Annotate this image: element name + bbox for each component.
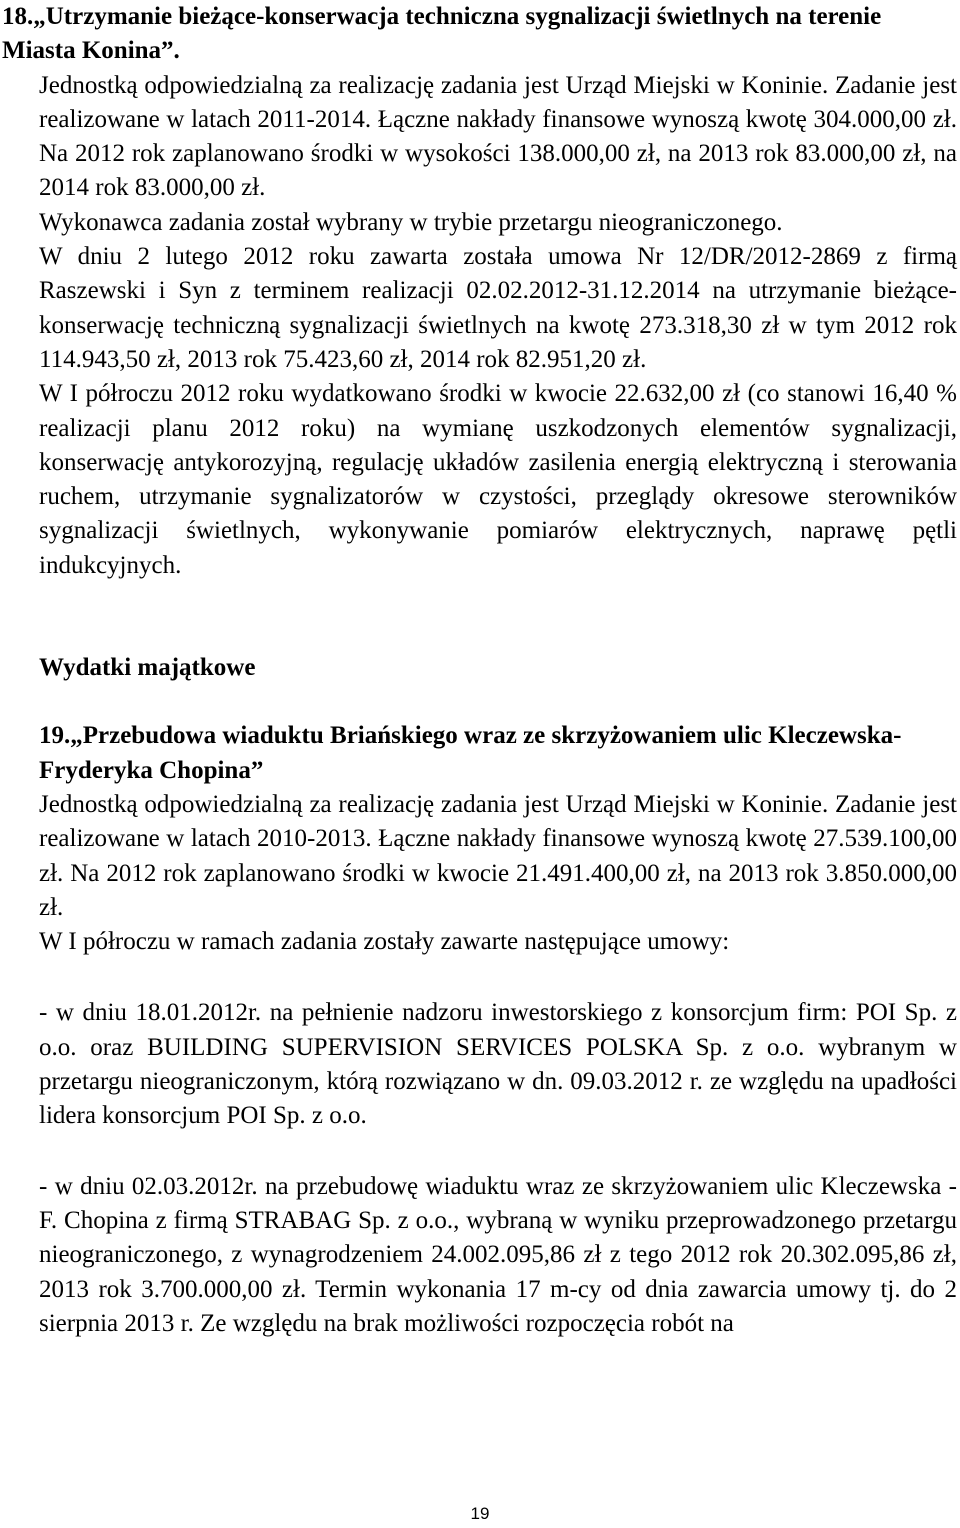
section-18-paragraph-2: Wykonawca zadania został wybrany w trybie przetargu nieograniczonego. (39, 208, 783, 236)
section-19-heading (39, 719, 957, 788)
section-19-contract-2: - w dniu 02.03.2012r. na przebudowę wiaduktu wraz ze skrzyżowaniem ulic Kleczewska - F. Chopina z firmą STRABAG Sp. z o.o., wybraną w wyniku przeprowadzonego przetargu nieograniczonego, z wynagrodzeniem 24.002.095,86 zł z tego 2012 rok 20.302.095,86 zł, 2013 rok 3.700.000,00 zł. Termin wykonania 17 m-cy od dnia zawarcia umowy tj. do 2 sierpnia 2013 r. Ze względu na brak możliwości rozpoczęcia robót na (39, 1172, 957, 1337)
section-18-paragraph-1: Jednostką odpowiedzialną za realizację zadania jest Urząd Miejski w Koninie. Zadanie jest realizowane w latach 2011-2014. Łączne nakłady finansowe wynoszą kwotę 304.000,00 zł. Na 2012 rok zaplanowano środki w wysokości 138.000,00 zł, na 2013 rok 83.000,00 zł, na 2014 rok 83.000,00 zł. (39, 71, 957, 202)
section-19-title: „Przebudowa wiaduktu Briańskiego wraz ze skrzyżowaniem ulic Kleczewska-Fryderyka Chopina” (39, 722, 902, 784)
section-18-number: 18. (2, 3, 34, 30)
spacer (39, 685, 957, 719)
section-19-paragraph-2: W I półroczu w ramach zadania zostały zawarte następujące umowy: (39, 928, 730, 956)
page-number: 19 (470, 1504, 490, 1523)
spacer (39, 1134, 957, 1170)
section-18-paragraph-3: W dniu 2 lutego 2012 roku zawarta została umowa Nr 12/DR/2012-2869 z firmą Raszewski i Syn z terminem realizacji 02.02.2012-31.12.2014 na utrzymanie bieżące-konserwację techniczną sygnalizacji świetlnych na kwotę 273.318,30 zł w tym 2012 rok 114.943,50 zł, 2013 rok 75.423,60 zł, 2014 rok 82.951,20 zł. (39, 243, 957, 373)
section-18-paragraph-4: W I półroczu 2012 roku wydatkowano środki w kwocie 22.632,00 zł (co stanowi 16,40 % realizacji planu 2012 roku) na wymianę uszkodzonych elementów sygnalizacji, konserwację antykorozyjną, regulację układów zasilenia energią elektryczną i sterowania ruchem, utrzymanie sygnalizatorów w czystości, przeglądy okresowe sterowników sygnalizacji świetlnych, wykonywanie pomiarów elektrycznych, naprawę pętli indukcyjnych. (39, 380, 957, 579)
spacer (39, 959, 957, 996)
spacer (39, 583, 957, 651)
section-18-heading (2, 0, 957, 69)
section-18-title: „Utrzymanie bieżące-konserwacja techniczna sygnalizacji świetlnych na terenie Miasta Konina”. (2, 3, 882, 65)
section-19-paragraph-1: Jednostką odpowiedzialną za realizację zadania jest Urząd Miejski w Koninie. Zadanie jest realizowane w latach 2010-2013. Łączne nakłady finansowe wynoszą kwotę 27.539.100,00 zł. Na 2012 rok zaplanowano środki w kwocie 21.491.400,00 zł, na 2013 rok 3.850.000,00 zł. (39, 790, 957, 921)
section-19-contract-1: - w dniu 18.01.2012r. na pełnienie nadzoru inwestorskiego z konsorcjum firm: POI Sp. z o.o. oraz BUILDING SUPERVISION SERVICES POLSKA Sp. z o.o. wybranym w przetargu nieograniczonym, którą rozwiązano w dn. 09.03.2012 r. ze względu na upadłości lidera konsorcjum POI Sp. z o.o. (39, 999, 957, 1130)
wydatki-majatkowe-heading: Wydatki majątkowe (39, 654, 256, 682)
document-page (2, 0, 957, 1341)
section-19-number: 19. (39, 722, 71, 750)
